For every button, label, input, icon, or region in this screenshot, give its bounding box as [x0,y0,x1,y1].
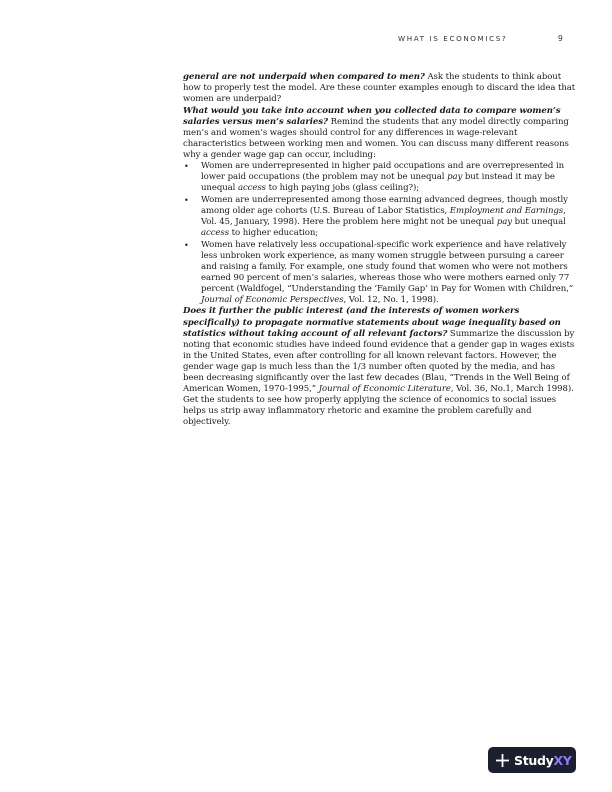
citation-title: Journal of Economic Perspectives [201,294,344,305]
header-title: WHAT IS ECONOMICS? [398,34,508,43]
paragraph-summary: Does it further the public interest (and the interests of women workers specifically) to propagate normative statements about wage inequality based on statistics without taking account of all relevant factors? Summarize the discussion by noting that economic studies have indeed found evidence that a gender gap in wages exists in the United States, even after controlling for all known relevant factors. However, the gender wage gap is much less than the 1/3 number often quoted by the media, and has been decreasing significantly over the last few decades (Blau, “Trends in the Well Being of American Women, 1970-1995,” Journal of Economic Literature, Vol. 36, No.1, March 1998). Get the students to see how properly applying the science of economics to social issues helps us strip away inflammatory rhetoric and examine the problem carefully and objectively. [183,306,575,427]
paragraph-continuation [183,72,576,105]
logo-accent: XY [553,752,572,768]
bullet-glyph: • [184,196,189,206]
list-item: • Women are underrepresented among those earning advanced degrees, though mostly among older age cohorts (U.S. Bureau of Labor Statistics, Employment and Earnings, Vol. 45, January, 1998). Here the problem here might not be unequal pay but unequal access to higher education; [184,195,568,239]
discussion-question: general are not underpaid when compared to men? [183,72,425,82]
emphasis: access [237,183,266,194]
body-text [183,72,576,428]
emphasis: access [201,228,230,239]
citation-title: Employment and Earnings [449,206,564,217]
citation-title: Journal of Economic Literature [318,383,451,394]
emphasis: pay [447,172,463,183]
reasons-list [183,161,576,306]
bullet-glyph: • [184,162,189,172]
running-header [0,34,612,48]
studyxy-logo [488,747,576,773]
list-item: • Women are underrepresented in higher paid occupations and are overrepresented in lower paid occupations (the problem may not be unequal pay but instead it may be unequal access to high paying jobs (glass ceiling?); [184,161,565,194]
paragraph-data-question [183,106,576,161]
discussion-question: What would you take into account when you collected data to compare women’s salaries versus men’s salaries? [183,105,561,127]
emphasis: pay [496,217,512,228]
bullet-glyph: • [184,240,189,250]
paragraph-text: Remind the students that any model directly comparing men’s and women’s wages should control for any differences in wage-relevant characteristics between working men and women. You can discuss many different reasons why a gender wage gap can occur, including: [183,116,569,160]
list-item: • Women have relatively less occupational-specific work experience and have relatively less unbroken work experience, as many women struggle between pursuing a career and raising a family. For example, one study found that women who were not mothers earned 90 percent of men’s salaries, whereas those who were mothers earned only 77 percent (Waldfogel, “Understanding the ‘Family Gap’ in Pay for Women with Children,” Journal of Economic Perspectives, Vol. 12, No. 1, 1998). [184,239,574,305]
plus-icon [496,754,509,767]
page-number: 9 [558,34,563,43]
paragraph-text: Ask the students to think about how to properly test the model. Are these counter examples enough to discard the idea that women are underpaid? [183,72,576,105]
discussion-question: Does it further the public interest (and the interests of women workers specifically) to propagate normative statements about wage inequality based on statistics without taking account of all relevant factors? [183,306,561,339]
logo-text: StudyXY [514,752,572,768]
